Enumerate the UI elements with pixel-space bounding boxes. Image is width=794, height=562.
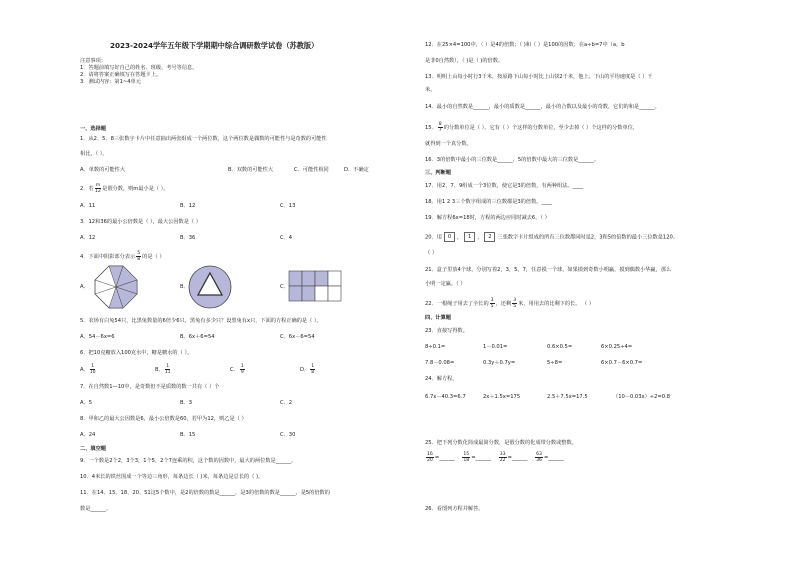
calc-2-3: 5÷8= bbox=[547, 360, 563, 366]
q15-num: 8 bbox=[438, 122, 442, 127]
q2-text bbox=[80, 183, 169, 194]
q20-suffix: 三张数字卡片组成的所有三位数都同时是2，3和5的倍数的最小三位数是120。 bbox=[497, 234, 679, 241]
q2-den: 12 bbox=[95, 189, 101, 194]
q6-d-den: 8 bbox=[311, 370, 315, 375]
q3-option-a: A．12 bbox=[80, 235, 96, 241]
q6-option-c bbox=[230, 364, 246, 375]
calc-1-1: 8÷0.1= bbox=[425, 344, 446, 350]
q20-text: 20．用 0 ， 1 ， 2 三张数字卡片组成的所有三位数都同时是2，3和5的倍数的最小三位数是120。 bbox=[425, 234, 679, 241]
calc-2-1: 7.8－0.08= bbox=[425, 360, 455, 366]
q4-suffix: 的是（ ） bbox=[142, 254, 165, 260]
card-2: 2 bbox=[484, 232, 495, 242]
q6-c-label: C． bbox=[230, 367, 239, 373]
q4-grid-figure bbox=[288, 270, 344, 302]
q19-text: 19．解方程6x=18时，方程的两边应同时减去6。（ ） bbox=[425, 215, 550, 221]
q3-option-c: C．4 bbox=[280, 235, 293, 241]
q8-option-a: A．24 bbox=[80, 432, 96, 438]
q22-suffix: 米，用用去的比剩下的长。 （ ） bbox=[518, 301, 595, 307]
q2-option-c: C．13 bbox=[280, 203, 296, 209]
q6-a-label: A． bbox=[80, 367, 89, 373]
q15-text-2: 就得到一个真分数。 bbox=[425, 141, 472, 147]
q6-c-num: 1 bbox=[240, 364, 244, 369]
q22-f1-num: 3 bbox=[490, 298, 494, 303]
q25-f4-num: 63 bbox=[536, 452, 542, 457]
q12-text-2: 是非0自然数），（ )是（ )的倍数。 bbox=[425, 58, 504, 64]
q25-f2-num: 15 bbox=[463, 452, 470, 457]
q15-suffix: 的分数单位是（ ），它有（ ）个这样的分数单位，至少去掉（ ）个这样的分数单位， bbox=[443, 125, 639, 131]
q4-fraction bbox=[136, 251, 141, 262]
q22-frac-2 bbox=[512, 298, 517, 309]
q1-option-a: A．单数的可能性大 bbox=[80, 167, 126, 173]
q6-a-den: 10 bbox=[89, 370, 96, 375]
q4-num: 5 bbox=[137, 251, 141, 256]
q21-text: 21．盒子里放4个球，分别写着2，3，5，7，任意摸一个球，如果摸到奇数小明赢，摸到偶数小华赢，那么 bbox=[425, 267, 672, 273]
q25-text: 25．把下列分数化简成最简分数，是假分数的化成带分数或整数。 bbox=[425, 440, 577, 446]
q25-f3-num: 33 bbox=[499, 452, 506, 457]
q25-frac-1 bbox=[426, 452, 434, 463]
q4-option-b: B． bbox=[180, 284, 189, 290]
q22-mid: ，还剩 bbox=[495, 301, 512, 307]
q1-option-b: B．双数的可能性大 bbox=[228, 167, 274, 173]
q20-answer: （ ） bbox=[425, 250, 438, 256]
q25-frac-2 bbox=[462, 452, 470, 463]
q1-option-d: D．不确定 bbox=[344, 167, 369, 173]
q25-f4-den: 36 bbox=[536, 458, 542, 463]
q4-text bbox=[80, 251, 165, 262]
q2-option-a: A．11 bbox=[80, 203, 96, 209]
q2-prefix: 2．若 bbox=[80, 186, 94, 192]
q15-fraction bbox=[438, 122, 443, 133]
q6-b-den: 11 bbox=[164, 370, 171, 375]
q25-f1-num: 16 bbox=[427, 452, 433, 457]
q23-text: 23．直接写得数。 bbox=[425, 328, 468, 334]
q8-text: 8．甲和乙的最大公因数是6，最小公倍数是60，若甲为12，则乙是（ ） bbox=[80, 416, 247, 422]
q4-den: 8 bbox=[137, 257, 141, 262]
q6-b-num: 1 bbox=[166, 364, 170, 369]
q15-text bbox=[425, 122, 638, 133]
q7-option-a: A．5 bbox=[80, 400, 93, 406]
q9-text: 9．一个数是2个2，3个3，1个5，2个7连乘的积，这个数的因数中，最大的两位数是______。 bbox=[80, 458, 297, 464]
q4-prefix: 4．下面中阴影部分表示 bbox=[80, 254, 136, 260]
q25-f1-den: 20 bbox=[427, 458, 433, 463]
calc-1-4: 6×0.25÷4= bbox=[601, 344, 633, 350]
equation-3: 2.5＋7.5x=17.5 bbox=[547, 394, 588, 400]
q7-option-c: C．2 bbox=[280, 400, 293, 406]
q26-text: 26．看图列方程并解答。 bbox=[425, 506, 484, 512]
q11-text-2: 数是______。 bbox=[80, 506, 112, 512]
q22-frac-1 bbox=[490, 298, 495, 309]
q22-f1-den: 5 bbox=[490, 304, 494, 309]
q6-text: 6．把10克糖放入100克水中，糖是糖水的（ ）。 bbox=[80, 350, 193, 356]
q25-fractions: $\frac{16}{20}$ =______ $\frac{15}{18}$ =______ $\frac{33}{22}$ =______ $\frac{63}{36}$ =______ bbox=[427, 452, 564, 463]
q5-option-c: C．6x－6=54 bbox=[280, 334, 315, 340]
calc-1-3: 0.6×0.5= bbox=[547, 344, 573, 350]
q2-fraction bbox=[95, 183, 101, 194]
q8-option-b: B．15 bbox=[180, 432, 196, 438]
q25-frac-4 bbox=[535, 452, 543, 463]
q7-option-b: B．3 bbox=[180, 400, 193, 406]
q13-text-2: 米。 bbox=[425, 87, 436, 93]
equation-1: 6.7x－40.3=6.7 bbox=[425, 394, 466, 400]
q8-option-c: C．30 bbox=[280, 432, 296, 438]
q4-octagon-figure bbox=[94, 265, 138, 309]
calc-2-4: 6×0.7－6×0.7= bbox=[601, 360, 643, 366]
q25-f2-den: 18 bbox=[463, 458, 470, 463]
q12-text: 12．在25×4=100中，（ ）是4的倍数；（ )和（ ）是100的因数；在a÷b=7中（a，b bbox=[425, 42, 625, 48]
q21-text-2: 小明一定赢。（ ） bbox=[425, 281, 466, 287]
q7-text: 7．在自然数1—10中，是奇数但不是质数的数一共有（ ）个 bbox=[80, 384, 220, 390]
q6-b-frac bbox=[165, 364, 171, 375]
q22-prefix: 22．一根绳子用去了全长的 bbox=[425, 301, 489, 307]
q5-text: 5．农场有白兔54只，比黑兔数量的6倍少6只，黑兔有多少只？设黑兔有x只，下面的方程正确的是（ ）。 bbox=[80, 318, 322, 324]
q2-num: m bbox=[95, 183, 101, 188]
q22-text bbox=[425, 298, 594, 309]
q10-text: 10．4米长的铁丝围成一个等边三角形，每条边长（ )米，每条边是总长的（ )。 bbox=[80, 474, 264, 480]
q22-f2-den: 5 bbox=[513, 304, 517, 309]
q4-option-a: A． bbox=[80, 284, 89, 290]
q2-suffix: 是假分数，则m最小是（ ）。 bbox=[102, 186, 169, 192]
notes-heading: 注意事项： bbox=[80, 58, 106, 64]
q6-d-frac bbox=[310, 364, 315, 375]
q5-option-b: B．6x＋6=54 bbox=[180, 334, 215, 340]
card-0: 0 bbox=[444, 232, 455, 242]
q22-f2-num: 3 bbox=[513, 298, 517, 303]
section-choice: 一、选择题 bbox=[80, 126, 106, 132]
q15-prefix: 15． bbox=[425, 125, 437, 131]
exam-title: 2023-2024学年五年级下学期期中综合调研数学试卷（苏教版） bbox=[110, 41, 319, 50]
equation-2: 2x＋1.5x=175 bbox=[483, 394, 521, 400]
card-1: 1 bbox=[464, 232, 475, 242]
q5-option-a: A．54－6x=6 bbox=[80, 334, 115, 340]
calc-2-2: 0.3y＋0.7y= bbox=[483, 360, 516, 366]
q6-d-num: 1 bbox=[311, 364, 315, 369]
q6-c-den: 9 bbox=[240, 370, 244, 375]
q6-c-frac bbox=[240, 364, 245, 375]
q20-prefix: 20．用 bbox=[425, 234, 442, 241]
q3-text: 3．12和36的最小公倍数是（ ），最大公因数是（ ） bbox=[80, 219, 201, 225]
q13-text: 13．明明上山每小时行3千米，按原路下山每小时比上山快2千米，他上、下山的平均速度是（ ）千 bbox=[425, 74, 653, 80]
q6-a-num: 1 bbox=[91, 364, 95, 369]
q25-frac-3 bbox=[499, 452, 507, 463]
calc-1-2: 1－0.01= bbox=[483, 344, 508, 350]
q14-text: 14．最小的自然数是______，最小的质数是______，最小的合数以及最小的奇数，它们的和是______。 bbox=[425, 104, 660, 110]
q11-text: 11．在14、15、18、20、51这5个数中，是2的倍数的数是______，是3的倍数的数是______，是5的倍数的 bbox=[80, 490, 330, 496]
q6-option-a bbox=[80, 364, 97, 375]
q2-option-b: B．12 bbox=[180, 203, 196, 209]
q1-text: 1．从2、5、8三张数字卡片中任意抽出两张组成一个两位数，这个两位数是偶数的可能性与是奇数的可能性 bbox=[80, 136, 327, 142]
q25-f3-den: 22 bbox=[499, 458, 506, 463]
q6-a-frac bbox=[90, 364, 96, 375]
section-calc: 四、计算题 bbox=[425, 315, 451, 321]
q6-d-label: D． bbox=[300, 367, 310, 373]
q1-text-2: 相比，（ ）。 bbox=[80, 151, 108, 157]
q4-circle-figure bbox=[188, 265, 232, 309]
section-fill: 二、填空题 bbox=[80, 446, 106, 452]
note-3: 3．测试内容：第1~4单元 bbox=[80, 79, 141, 85]
q6-option-b bbox=[155, 364, 172, 375]
q24-text: 24．解方程。 bbox=[425, 376, 458, 382]
q6-b-label: B． bbox=[155, 367, 164, 373]
q15-den: 7 bbox=[438, 128, 442, 133]
equation-4: （10－0.03x）÷2=0.8 bbox=[613, 394, 671, 400]
q6-option-d bbox=[300, 364, 316, 375]
note-1: 1．答题前填写好自己的姓名、班级、考号等信息。 bbox=[80, 65, 198, 71]
q3-option-b: B．36 bbox=[180, 235, 196, 241]
q16-text: 16．3的倍数中最小的三位数是______，5的倍数中最大的三位数是______。 bbox=[425, 157, 600, 163]
note-2: 2．请将答案正确填写在答题卡上。 bbox=[80, 72, 162, 78]
q18-text: 18．用1 2 3三个数字组成的三位数都是3的倍数。____ bbox=[425, 199, 552, 205]
section-judge: 三、判断题 bbox=[425, 170, 451, 176]
q1-option-c: C．可能性相同 bbox=[294, 167, 329, 173]
q17-text: 17．用2、7、9组成一个3位数，使它是3的倍数，有两种组法。____ bbox=[425, 183, 583, 189]
q4-option-c: C． bbox=[280, 284, 289, 290]
